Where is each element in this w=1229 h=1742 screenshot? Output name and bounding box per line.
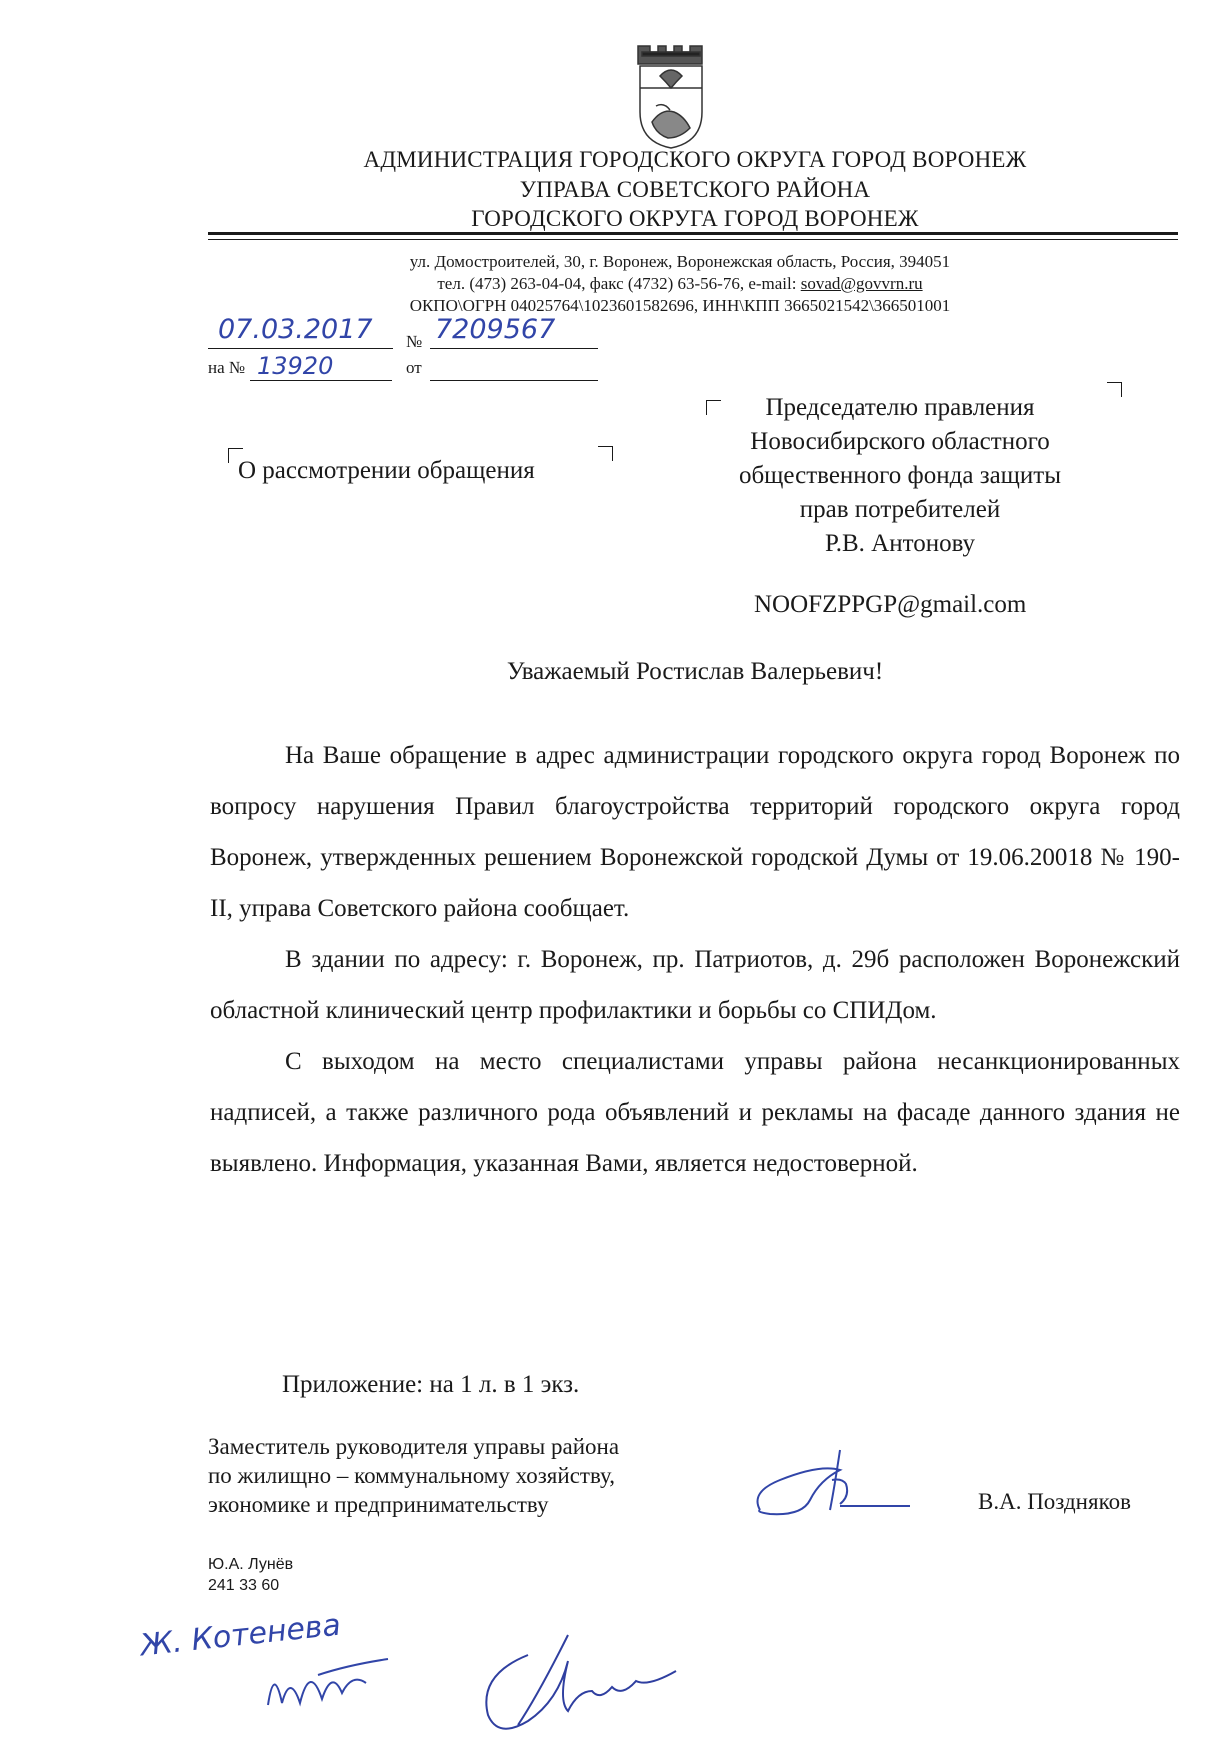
date-field-line (208, 348, 393, 349)
ref-label: на № (208, 358, 246, 377)
registration-number: 7209567 (435, 314, 556, 345)
subject-corner-right (598, 446, 613, 461)
executor-block (208, 1554, 293, 1596)
official-signature (740, 1440, 920, 1530)
executor-phone: 241 33 60 (208, 1577, 280, 1594)
org-line-3: ГОРОДСКОГО ОКРУГА ГОРОД ВОРОНЕЖ (471, 206, 919, 231)
header-rule-thick (208, 232, 1178, 235)
ref-field-line (250, 380, 392, 381)
handwritten-signatures (258, 1635, 698, 1735)
contact-email-link[interactable]: sovad@govvrn.ru (800, 274, 923, 293)
body-paragraph-1: На Ваше обращение в адрес администрации городского округа город Воронеж по вопросу нарушения Правил благоустройства территорий городского округа город Воронеж, утвержденных решением Воронежской городской Думы от 19.06.20018 № 190-II, управа Советского района сообщает. (210, 742, 1180, 922)
greeting: Уважаемый Ростислав Валерьевич! (506, 658, 884, 685)
coat-of-arms-icon (632, 42, 710, 152)
addressee-block (700, 391, 1100, 561)
addressee-line-5: Р.В. Антонову (824, 530, 976, 557)
ref-number: 13920 (257, 352, 334, 380)
signatory-title-line-1: Заместитель руководителя управы района (208, 1434, 620, 1459)
contact-phone-text: тел. (473) 263-04-04, факс (4732) 63-56-76, e-mail: (437, 274, 801, 293)
registration-date: 07.03.2017 (218, 314, 373, 345)
addressee-corner-right (1107, 382, 1122, 397)
executor-name: Ю.А. Лунёв (208, 1556, 294, 1573)
contact-address: ул. Домостроителей, 30, г. Воронеж, Воронежская область, Россия, 394051 (409, 252, 951, 271)
attachment-note: Приложение: на 1 л. в 1 экз. (282, 1371, 580, 1398)
org-line-2: УПРАВА СОВЕТСКОГО РАЙОНА (519, 177, 871, 202)
from-field-line (430, 380, 598, 381)
letter-body (210, 730, 1180, 1189)
body-paragraph-2: В здании по адресу: г. Воронеж, пр. Патриотов, д. 29б расположен Воронежский областной клинический центр профилактики и борьбы со СПИДом. (210, 946, 1180, 1024)
addressee-line-2: Новосибирского областного (750, 428, 1050, 455)
handwritten-note: Ж. Котенева (138, 1607, 343, 1664)
number-field-line (430, 348, 598, 349)
addressee-line-1: Председателю правления (765, 394, 1035, 421)
contact-phone (330, 273, 1030, 295)
addressee-line-4: прав потребителей (799, 496, 1001, 523)
from-label: от (406, 358, 422, 377)
org-line-1: АДМИНИСТРАЦИЯ ГОРОДСКОГО ОКРУГА ГОРОД ВОРОНЕЖ (363, 147, 1027, 172)
body-paragraph-3: С выходом на место специалистами управы района несанкционированных надписей, а также различного рода объявлений и рекламы на фасаде данного здания не выявлено. Информация, указанная Вами, является недостоверной. (210, 1048, 1180, 1177)
addressee-email: NOOFZPPGP@gmail.com (754, 591, 1027, 618)
contact-codes: ОКПО\ОГРН 04025764\1023601582696, ИНН\КПП 3665021542\366501001 (409, 296, 951, 315)
header-rule-thin (208, 239, 1178, 240)
number-label: № (406, 332, 423, 351)
signatory-title-line-2: по жилищно – коммунальному хозяйству, (208, 1463, 615, 1488)
addressee-line-3: общественного фонда защиты (738, 462, 1062, 489)
signatory-title (208, 1432, 619, 1519)
signatory-title-line-3: экономике и предпринимательству (208, 1492, 549, 1517)
letter-subject: О рассмотрении обращения (238, 457, 535, 484)
signatory-name: В.А. Поздняков (978, 1489, 1131, 1514)
